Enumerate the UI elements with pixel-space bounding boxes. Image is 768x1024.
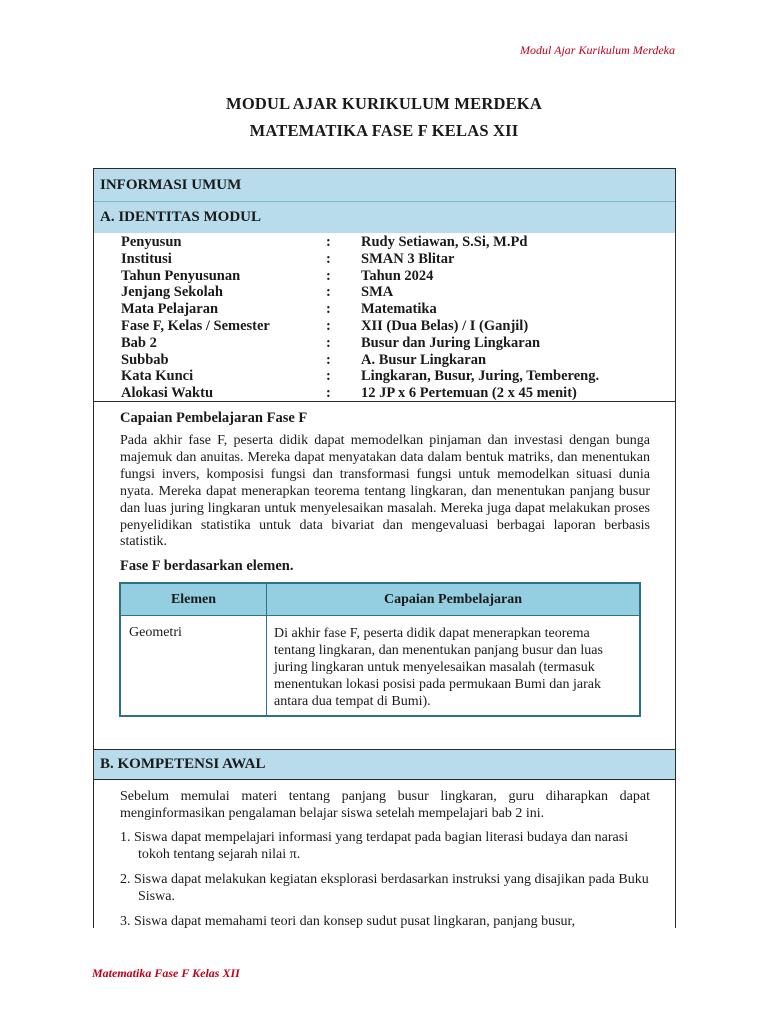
document-subtitle: MATEMATIKA FASE F KELAS XII xyxy=(249,121,519,140)
identity-row: Penyusun : Rudy Setiawan, S.Si, M.Pd xyxy=(121,234,528,250)
list-item: 3. Siswa dapat memahami teori dan konsep sudut pusat lingkaran, panjang busur, xyxy=(120,913,576,929)
elemen-table xyxy=(119,582,641,717)
section-identitas-modul: A. IDENTITAS MODUL xyxy=(94,202,675,233)
identity-row: Alokasi Waktu : 12 JP x 6 Pertemuan (2 x 45 menit) xyxy=(121,385,577,402)
module-frame xyxy=(93,168,676,928)
table-row xyxy=(121,616,639,715)
section-kompetensi-awal: B. KOMPETENSI AWAL xyxy=(94,749,675,780)
document-title: MODUL AJAR KURIKULUM MERDEKA xyxy=(226,94,542,113)
identity-list xyxy=(121,234,671,402)
kompetensi-list xyxy=(120,830,650,939)
kompetensi-paragraph: Sebelum memulai materi tentang panjang busur lingkaran, guru diharapkan dapat menginformasikan pengalaman belajar siswa setelah mempelajari bab 2 ini. xyxy=(120,789,650,821)
list-item: 2. Siswa dapat melakukan kegiatan eksplorasi berdasarkan instruksi yang disajikan pada Buku Siswa. xyxy=(120,871,649,904)
identity-row: Tahun Penyusunan : Tahun 2024 xyxy=(121,267,434,284)
capaian-paragraph: Pada akhir fase F, peserta didik dapat memodelkan pinjaman dan investasi dengan bunga majemuk dan anuitas. Mereka dapat menyatakan data dalam bentuk matriks, dan menentukan fungsi invers, komposisi fungsi dan transformasi fungsi untuk memodelkan situasi dunia nyata. Mereka dapat menerapkan teorema tentang lingkaran, dan menentukan panjang busur dan luas juring lingkaran untuk menyelesaikan masalah. Mereka juga dapat melakukan proses penyelidikan statistika untuk data bivariat dan mengevaluasi berbagai laporan berbasis statistik. xyxy=(120,433,650,550)
identity-row: Jenjang Sekolah : SMA xyxy=(121,284,394,301)
running-footer: Matematika Fase F Kelas XII xyxy=(92,966,240,980)
identity-row: Fase F, Kelas / Semester : XII (Dua Belas) / I (Ganjil) xyxy=(121,317,529,334)
identity-row: Bab 2 : Busur dan Juring Lingkaran xyxy=(121,334,541,351)
section-informasi-umum: INFORMASI UMUM xyxy=(94,169,675,202)
cell-elemen: Geometri xyxy=(121,616,267,715)
identity-row: Mata Pelajaran : Matematika xyxy=(121,301,437,318)
identity-row: Kata Kunci : Lingkaran, Busur, Juring, Tembereng. xyxy=(121,368,600,385)
header-elemen: Elemen xyxy=(121,584,267,615)
running-header: Modul Ajar Kurikulum Merdeka xyxy=(520,43,675,57)
table-header xyxy=(121,584,639,616)
list-item: 1. Siswa dapat mempelajari informasi yang terdapat pada bagian literasi budaya dan narasi tokoh tentang sejarah nilai π. xyxy=(120,830,629,862)
identity-row: Institusi : SMAN 3 Blitar xyxy=(121,250,455,267)
cell-capaian: Di akhir fase F, peserta didik dapat menerapkan teorema tentang lingkaran, dan menentukan panjang busur dan luas juring lingkaran untuk menyelesaikan masalah (termasuk menentukan lokasi posisi pada permukaan Bumi dan jarak antara dua tempat di Bumi). xyxy=(274,626,603,709)
divider xyxy=(94,401,675,402)
identity-row: Subbab : A. Busur Lingkaran xyxy=(121,351,487,368)
capaian-heading: Capaian Pembelajaran Fase F xyxy=(120,410,308,426)
header-capaian: Capaian Pembelajaran xyxy=(383,591,523,607)
fase-heading: Fase F berdasarkan elemen. xyxy=(120,558,294,574)
